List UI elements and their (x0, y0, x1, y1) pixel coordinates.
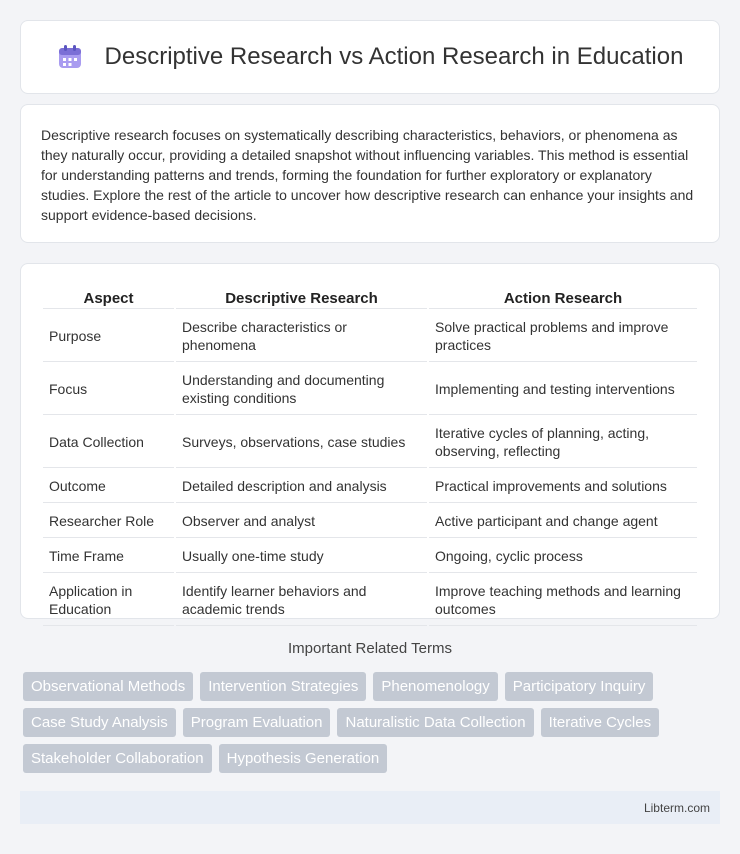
calendar-icon (57, 44, 83, 70)
related-term-tag[interactable]: Iterative Cycles (541, 708, 660, 737)
comparison-table (41, 284, 699, 628)
comparison-table-card (20, 263, 720, 619)
table-cell: Identify learner behaviors and academic trends (176, 575, 427, 626)
column-header: Descriptive Research (176, 286, 427, 309)
related-term-tag[interactable]: Program Evaluation (183, 708, 331, 737)
table-row (43, 505, 697, 538)
table-row (43, 575, 697, 626)
column-header: Action Research (429, 286, 697, 309)
table-row (43, 417, 697, 468)
table-row (43, 364, 697, 415)
table-row (43, 540, 697, 573)
table-cell: Outcome (43, 470, 174, 503)
table-cell: Practical improvements and solutions (429, 470, 697, 503)
table-cell: Implementing and testing interventions (429, 364, 697, 415)
table-cell: Active participant and change agent (429, 505, 697, 538)
footer (20, 791, 720, 824)
intro-text: Descriptive research focuses on systematically describing characteristics, behaviors, or phenomena as they naturally occur, providing a detailed snapshot without influencing variables. This method is essential for understanding patterns and trends, forming the foundation for further exploratory or explanatory studies. Explore the rest of the article to uncover how descriptive research can enhance your insights and support evidence-based decisions. (41, 127, 694, 223)
table-cell: Observer and analyst (176, 505, 427, 538)
table-cell: Detailed description and analysis (176, 470, 427, 503)
table-cell: Iterative cycles of planning, acting, observing, reflecting (429, 417, 697, 468)
table-cell: Usually one-time study (176, 540, 427, 573)
related-term-tag[interactable]: Hypothesis Generation (219, 744, 388, 773)
related-term-tag[interactable]: Intervention Strategies (200, 672, 366, 701)
related-terms-title: Important Related Terms (288, 640, 452, 657)
related-term-tag[interactable]: Participatory Inquiry (505, 672, 654, 701)
related-term-tag[interactable]: Naturalistic Data Collection (337, 708, 533, 737)
table-cell: Ongoing, cyclic process (429, 540, 697, 573)
table-cell: Describe characteristics or phenomena (176, 311, 427, 362)
table-cell: Data Collection (43, 417, 174, 468)
table-cell: Focus (43, 364, 174, 415)
table-cell: Researcher Role (43, 505, 174, 538)
header-card (20, 20, 720, 94)
table-cell: Solve practical problems and improve practices (429, 311, 697, 362)
related-term-tag[interactable]: Stakeholder Collaboration (23, 744, 212, 773)
related-term-tag[interactable]: Case Study Analysis (23, 708, 176, 737)
page-title: Descriptive Research vs Action Research in Education (104, 43, 684, 70)
related-term-tag[interactable]: Phenomenology (373, 672, 497, 701)
table-cell: Time Frame (43, 540, 174, 573)
table-cell: Improve teaching methods and learning outcomes (429, 575, 697, 626)
table-row (43, 311, 697, 362)
table-cell: Surveys, observations, case studies (176, 417, 427, 468)
column-header: Aspect (43, 286, 174, 309)
table-row (43, 470, 697, 503)
table-cell: Understanding and documenting existing conditions (176, 364, 427, 415)
table-cell: Purpose (43, 311, 174, 362)
table-header-row (43, 286, 697, 309)
footer-site-link[interactable]: Libterm.com (643, 800, 710, 815)
related-terms-list (23, 672, 713, 773)
table-cell: Application in Education (43, 575, 174, 626)
related-term-tag[interactable]: Observational Methods (23, 672, 193, 701)
intro-card (20, 104, 720, 243)
